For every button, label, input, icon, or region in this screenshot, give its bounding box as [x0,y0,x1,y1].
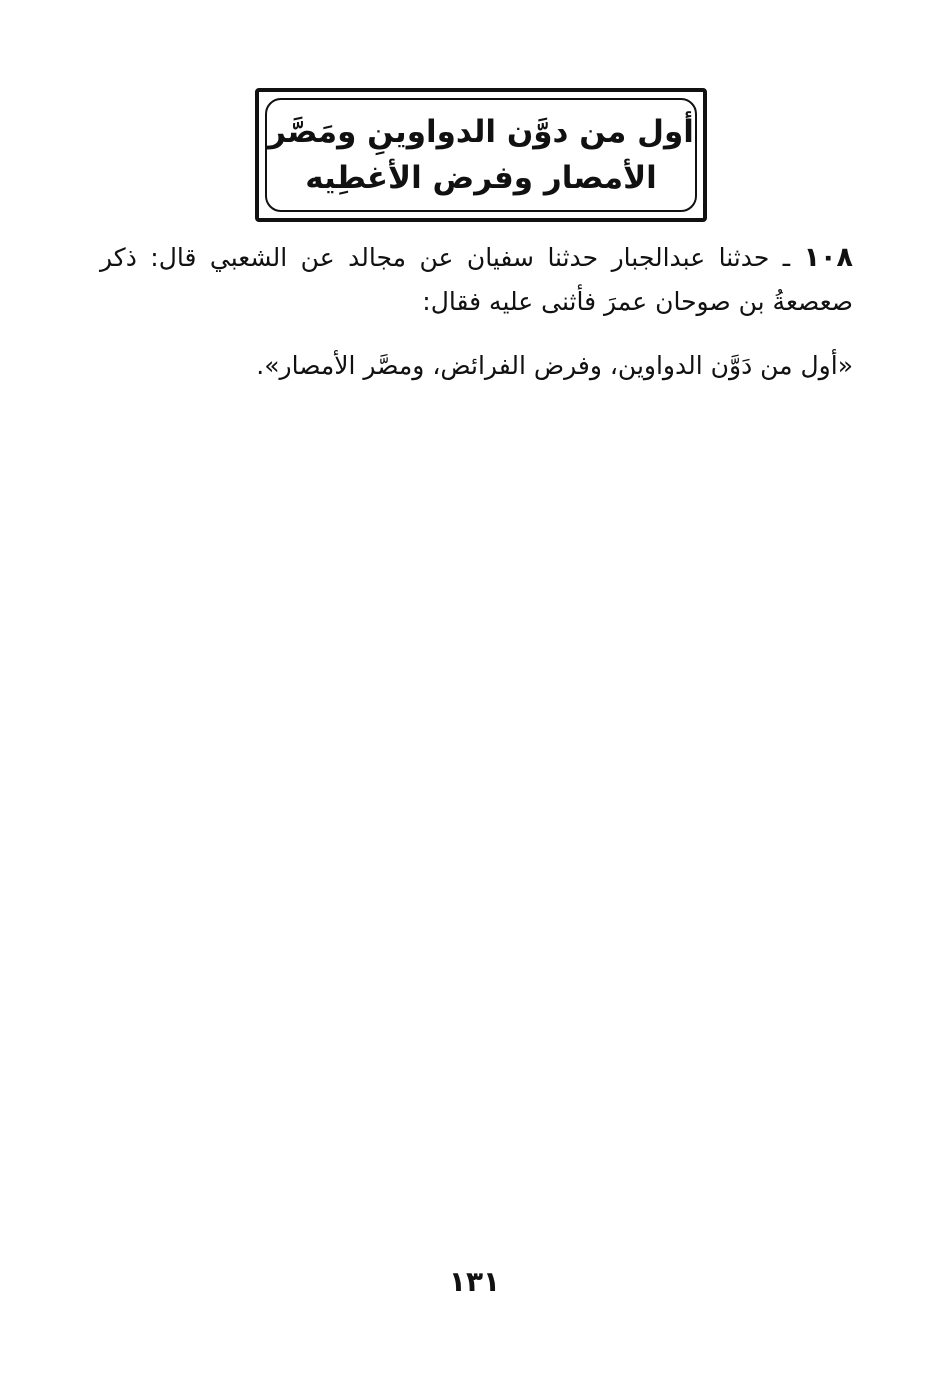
hadith-paragraph [100,236,853,324]
chapter-title-box [255,88,707,222]
chapter-title-line-2: الأمصار وفرض الأغطِيه [305,160,657,196]
quote-paragraph [100,344,853,388]
hadith-number: ١٠٨ [803,242,854,273]
chapter-title-line-1: أول من دوَّن الدواوينِ ومَصَّر [268,114,694,150]
hadith-separator: ـ [769,243,804,272]
chapter-title-inner-frame [265,98,697,212]
page-number: ١٣١ [448,1265,501,1298]
quote-text: «أول من دَوَّن الدواوين، وفرض الفرائض، ومصَّر الأمصار». [256,351,853,380]
hadith-text: حدثنا عبدالجبار حدثنا سفيان عن مجالد عن الشعبي قال: ذكر صعصعةُ بن صوحان عمرَ فأثنى عليه فقال: [100,243,853,316]
